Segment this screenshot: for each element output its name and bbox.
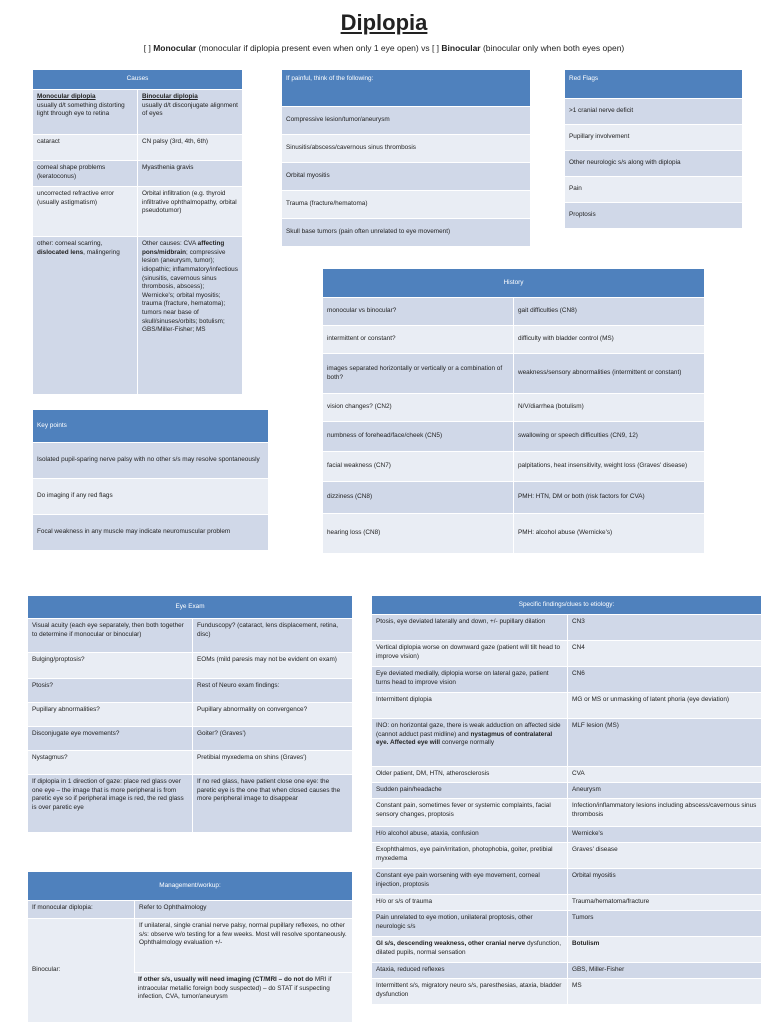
etiology-cell: CN3 bbox=[567, 615, 761, 641]
specific-findings-header: Specific findings/clues to etiology: bbox=[372, 596, 761, 615]
etiology-cell: Wernicke's bbox=[567, 827, 761, 843]
causes-cell: Orbital infiltration (e.g. thyroid infiltrative ophthalmopathy, orbital pseudotumor) bbox=[137, 187, 242, 237]
eye-exam-cell: Disconjugate eye movements? bbox=[28, 727, 192, 751]
red-flag-item: Proptosis bbox=[565, 203, 742, 229]
monocular-description: (monocular if diplopia present even when only 1 eye open) vs [ ] bbox=[196, 43, 442, 53]
finding-cell: Sudden pain/headache bbox=[372, 783, 567, 799]
key-point-item: Focal weakness in any muscle may indicate neuromuscular problem bbox=[33, 515, 268, 551]
causes-cell: CN palsy (3rd, 4th, 6th) bbox=[137, 135, 242, 161]
etiology-cell: GBS, Miller-Fisher bbox=[567, 963, 761, 979]
eye-exam-cell: Pupillary abnormality on convergence? bbox=[192, 703, 352, 727]
history-cell: palpitations, heat insensitivity, weight loss (Graves' disease) bbox=[513, 452, 704, 482]
etiology-cell: CVA bbox=[567, 767, 761, 783]
etiology-cell: Tumors bbox=[567, 911, 761, 937]
causes-cell: Myasthenia gravis bbox=[137, 161, 242, 187]
finding-cell: GI s/s, descending weakness, other cranial nerve dysfunction, dilated pupils, normal sensation bbox=[372, 937, 567, 963]
etiology-cell: Trauma/hematoma/fracture bbox=[567, 895, 761, 911]
red-flags-table bbox=[565, 70, 742, 229]
history-cell: intermittent or constant? bbox=[323, 326, 513, 354]
red-flags-header: Red Flags bbox=[565, 70, 742, 99]
history-cell: facial weakness (CN7) bbox=[323, 452, 513, 482]
management-header: Management/workup: bbox=[28, 872, 352, 901]
eye-exam-cell: Bulging/proptosis? bbox=[28, 653, 192, 679]
eye-exam-cell: If diplopia in 1 direction of gaze: place red glass over one eye – the image that is more peripheral is from paretic eye so if peripheral image is red, the red glass is over paretic eye bbox=[28, 775, 192, 833]
history-cell: vision changes? (CN2) bbox=[323, 394, 513, 422]
red-flag-item: Pupillary involvement bbox=[565, 125, 742, 151]
eye-exam-cell: Goiter? (Graves') bbox=[192, 727, 352, 751]
finding-cell: Constant pain, sometimes fever or systemic complaints, facial sensory changes, proptosis bbox=[372, 799, 567, 827]
etiology-cell: Botulism bbox=[567, 937, 761, 963]
painful-item: Sinusitis/abscess/cavernous sinus thrombosis bbox=[282, 135, 530, 163]
finding-cell: Constant eye pain worsening with eye movement, corneal injection, proptosis bbox=[372, 869, 567, 895]
causes-bino-heading: Binocular diplopia usually d/t disconjugate alignment of eyes bbox=[137, 90, 242, 135]
finding-cell: Ataxia, reduced reflexes bbox=[372, 963, 567, 979]
management-bino-value: If unilateral, single cranial nerve palsy, normal pupillary reflexes, no other s/s: observe w/o testing for a few weeks. Most will resolve spontaneously. Ophthalmology evaluation +/- bbox=[134, 919, 352, 973]
history-cell: N/V/diarrhea (botulism) bbox=[513, 394, 704, 422]
management-mono-value: Refer to Ophthalmology bbox=[134, 901, 352, 919]
causes-cell: Other causes: CVA affecting pons/midbrain; compressive lesion (aneurysm, tumor); idiopathic; inflammatory/infectious (sinusitis, cavernous sinus thrombosis, abscess); Wernicke's; orbital myositis; trauma (fracture, hematoma); tumors near base of skull/sinuses/orbits; botulism; GBS/Miller-Fisher; MS bbox=[137, 237, 242, 395]
history-cell: difficulty with bladder control (MS) bbox=[513, 326, 704, 354]
eye-exam-cell: Pretibial myxedema on shins (Graves') bbox=[192, 751, 352, 775]
eye-exam-cell: Visual acuity (each eye separately, then both together to determine if monocular or binocular) bbox=[28, 619, 192, 653]
etiology-cell: MG or MS or unmasking of latent phoria (eye deviation) bbox=[567, 693, 761, 719]
binocular-label: Binocular bbox=[441, 43, 481, 53]
history-cell: images separated horizontally or vertically or a combination of both? bbox=[323, 354, 513, 394]
management-bino-imaging: If other s/s, usually will need imaging (CT/MRI – do not do MRI if intraocular metallic foreign body suspected) – do STAT if suspecting infection, CVA, tumor/aneurysm bbox=[134, 973, 352, 1023]
key-points-table bbox=[33, 410, 268, 551]
red-flag-item: Pain bbox=[565, 177, 742, 203]
causes-cell: cataract bbox=[33, 135, 137, 161]
history-table bbox=[323, 269, 704, 554]
history-cell: swallowing or speech difficulties (CN9, 12) bbox=[513, 422, 704, 452]
painful-item: Compressive lesion/tumor/aneurysm bbox=[282, 107, 530, 135]
etiology-cell: CN6 bbox=[567, 667, 761, 693]
eye-exam-cell: Pupillary abnormalities? bbox=[28, 703, 192, 727]
etiology-cell: Aneurysm bbox=[567, 783, 761, 799]
eye-exam-cell: EOMs (mild paresis may not be evident on exam) bbox=[192, 653, 352, 679]
finding-cell: INO: on horizontal gaze, there is weak adduction on affected side (cannot adduct past midline) and nystagmus of contralateral eye. Affected eye will converge normally bbox=[372, 719, 567, 767]
eye-exam-cell: Funduscopy? (cataract, lens displacement, retina, disc) bbox=[192, 619, 352, 653]
causes-cell: other: corneal scarring, dislocated lens, malingering bbox=[33, 237, 137, 395]
eye-exam-cell: Rest of Neuro exam findings: bbox=[192, 679, 352, 703]
etiology-cell: Infection/inflammatory lesions including abscess/cavernous sinus thrombosis bbox=[567, 799, 761, 827]
binocular-description: (binocular only when both eyes open) bbox=[480, 43, 625, 53]
painful-item: Orbital myositis bbox=[282, 163, 530, 191]
finding-cell: Pain unrelated to eye motion, unilateral proptosis, other neurologic s/s bbox=[372, 911, 567, 937]
specific-findings-table bbox=[372, 596, 761, 1005]
etiology-cell: MS bbox=[567, 979, 761, 1005]
etiology-cell: Orbital myositis bbox=[567, 869, 761, 895]
eye-exam-cell: If no red glass, have patient close one eye: the paretic eye is the one that when closed causes the more peripheral image to disappear bbox=[192, 775, 352, 833]
history-cell: PMH: alcohol abuse (Wernicke's) bbox=[513, 514, 704, 554]
finding-cell: Intermittent s/s, migratory neuro s/s, paresthesias, ataxia, bladder dysfunction bbox=[372, 979, 567, 1005]
finding-cell: H/o alcohol abuse, ataxia, confusion bbox=[372, 827, 567, 843]
finding-cell: Older patient, DM, HTN, atherosclerosis bbox=[372, 767, 567, 783]
page-subtitle bbox=[0, 43, 768, 53]
key-point-item: Isolated pupil-sparing nerve palsy with no other s/s may resolve spontaneously bbox=[33, 443, 268, 479]
painful-table bbox=[282, 70, 530, 247]
causes-cell: uncorrected refractive error (usually astigmatism) bbox=[33, 187, 137, 237]
causes-header: Causes bbox=[33, 70, 242, 90]
monocular-label: Monocular bbox=[153, 43, 197, 53]
eye-exam-header: Eye Exam bbox=[28, 596, 352, 619]
eye-exam-table bbox=[28, 596, 352, 833]
history-header: History bbox=[323, 269, 704, 298]
painful-item: Skull base tumors (pain often unrelated to eye movement) bbox=[282, 219, 530, 247]
history-cell: numbness of forehead/face/cheek (CN5) bbox=[323, 422, 513, 452]
painful-header: If painful, think of the following: bbox=[282, 70, 530, 107]
page-title: Diplopia bbox=[340, 10, 428, 35]
management-bino-label: Binocular: bbox=[28, 919, 134, 1023]
painful-item: Trauma (fracture/hematoma) bbox=[282, 191, 530, 219]
key-point-item: Do imaging if any red flags bbox=[33, 479, 268, 515]
management-mono-label: If monocular diplopia: bbox=[28, 901, 134, 919]
etiology-cell: MLF lesion (MS) bbox=[567, 719, 761, 767]
etiology-cell: CN4 bbox=[567, 641, 761, 667]
management-table bbox=[28, 872, 352, 1023]
history-cell: gait difficulties (CN8) bbox=[513, 298, 704, 326]
history-cell: dizziness (CN8) bbox=[323, 482, 513, 514]
history-cell: weakness/sensory abnormalities (intermittent or constant) bbox=[513, 354, 704, 394]
finding-cell: H/o or s/s of trauma bbox=[372, 895, 567, 911]
eye-exam-cell: Ptosis? bbox=[28, 679, 192, 703]
finding-cell: Ptosis, eye deviated laterally and down, +/- pupillary dilation bbox=[372, 615, 567, 641]
finding-cell: Eye deviated medially, diplopia worse on lateral gaze, patient turns head to improve vision bbox=[372, 667, 567, 693]
key-points-header: Key points bbox=[33, 410, 268, 443]
eye-exam-cell: Nystagmus? bbox=[28, 751, 192, 775]
finding-cell: Vertical diplopia worse on downward gaze (patient will tilt head to improve vision) bbox=[372, 641, 567, 667]
etiology-cell: Graves' disease bbox=[567, 843, 761, 869]
causes-cell: corneal shape problems (keratoconus) bbox=[33, 161, 137, 187]
finding-cell: Exophthalmos, eye pain/irritation, photophobia, goiter, pretibial myxedema bbox=[372, 843, 567, 869]
history-cell: PMH: HTN, DM or both (risk factors for CVA) bbox=[513, 482, 704, 514]
red-flag-item: Other neurologic s/s along with diplopia bbox=[565, 151, 742, 177]
monocular-checkbox-text: [ ] bbox=[143, 43, 154, 53]
causes-table bbox=[33, 70, 242, 395]
finding-cell: Intermittent diplopia bbox=[372, 693, 567, 719]
history-cell: hearing loss (CN8) bbox=[323, 514, 513, 554]
history-cell: monocular vs binocular? bbox=[323, 298, 513, 326]
causes-mono-heading: Monocular diplopia usually d/t something distorting light through eye to retina bbox=[33, 90, 137, 135]
red-flag-item: >1 cranial nerve deficit bbox=[565, 99, 742, 125]
